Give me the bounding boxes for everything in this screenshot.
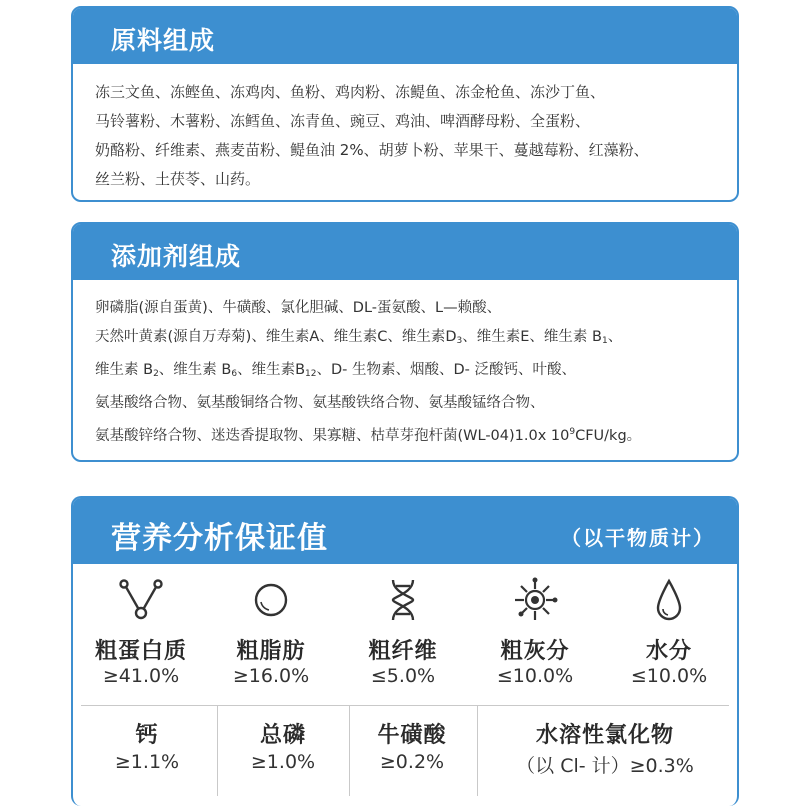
nutrient-ash (469, 576, 601, 687)
nutrition-note: （以干物质计） (561, 526, 715, 550)
nutrient-phosphorus (217, 706, 349, 806)
nutrition-header (73, 498, 737, 564)
nutrient-chloride (477, 706, 733, 806)
ingredients-section (71, 6, 739, 202)
nutrient-value: ≤10.0% (496, 665, 574, 687)
ingredients-line: 奶酪粉、纤维素、燕麦苗粉、鳀鱼油 2%、胡萝卜粉、苹果干、蔓越莓粉、红藻粉、 (95, 141, 649, 159)
nutrient-value: ≥41.0% (102, 665, 180, 687)
nutrition-title: 营养分析保证值 (111, 521, 328, 556)
droplet-icon (603, 576, 735, 624)
nutrient-value: ≥0.2% (379, 751, 445, 773)
ingredients-body (73, 64, 737, 194)
additives-body (73, 280, 737, 451)
ingredients-title: 原料组成 (111, 26, 216, 55)
nutrient-protein (75, 576, 207, 687)
nutrient-moisture (603, 576, 735, 687)
nutrient-name: 牛磺酸 (377, 723, 447, 748)
nutrient-value: （以 Cl- 计）≥0.3% (516, 755, 694, 777)
nutrient-name: 粗纤维 (368, 639, 438, 664)
particle-icon (469, 576, 601, 624)
nutrient-name: 水溶性氯化物 (535, 723, 674, 748)
nutrient-fiber (337, 576, 469, 687)
nutrient-name: 总磷 (259, 723, 306, 748)
additives-title: 添加剂组成 (111, 242, 242, 271)
additives-line: 卵磷脂(源自蛋黄)、牛磺酸、氯化胆碱、DL-蛋氨酸、L—赖酸、 (95, 300, 502, 316)
nutrient-value: ≤5.0% (370, 665, 436, 687)
molecule-icon (75, 576, 207, 624)
nutrient-calcium (81, 706, 213, 806)
nutrition-row-secondary (73, 706, 737, 806)
nutrient-name: 粗脂肪 (236, 639, 306, 664)
nutrition-section (71, 496, 739, 806)
nutrient-fat (205, 576, 337, 687)
additives-line: 天然叶黄素(源自万寿菊)、维生素A、维生素C、维生素$D_3$、维生素E、维生素 $B_1$、 (95, 329, 623, 346)
nutrient-taurine (349, 706, 475, 806)
nutrient-name: 钙 (135, 723, 159, 748)
nutrient-name: 粗蛋白质 (94, 639, 187, 664)
nutrition-row-primary (73, 576, 737, 700)
nutrient-value: ≥16.0% (232, 665, 310, 687)
ingredients-header (73, 8, 737, 64)
additives-header (73, 224, 737, 280)
ingredients-line: 马铃薯粉、木薯粉、冻鳕鱼、冻青鱼、豌豆、鸡油、啤酒酵母粉、全蛋粉、 (95, 112, 591, 130)
nutrient-name: 水分 (645, 639, 692, 664)
dna-icon (337, 576, 469, 624)
nutrient-name: 粗灰分 (500, 639, 570, 664)
circle-icon (205, 576, 337, 624)
additives-line: 维生素 $B_2$、维生素 $B_6$、维生素$B_{12}$、D- 生物素、烟酸、D- 泛酸钙、叶酸、 (95, 362, 577, 379)
ingredients-line: 冻三文鱼、冻鲣鱼、冻鸡肉、鱼粉、鸡肉粉、冻鳀鱼、冻金枪鱼、冻沙丁鱼、 (95, 83, 606, 101)
nutrient-value: ≥1.0% (250, 751, 316, 773)
additives-section (71, 222, 739, 462)
additives-line: 氨基酸锌络合物、迷迭香提取物、果寡糖、枯草芽孢杆菌(WL-04)1.0x $10^9CFU/kg$。 (95, 427, 642, 444)
nutrient-value: ≤10.0% (630, 665, 708, 687)
nutrient-value: ≥1.1% (114, 751, 180, 773)
additives-line: 氨基酸络合物、氨基酸铜络合物、氨基酸铁络合物、氨基酸锰络合物、 (95, 395, 545, 411)
ingredients-line: 丝兰粉、土茯苓、山药。 (95, 170, 261, 188)
